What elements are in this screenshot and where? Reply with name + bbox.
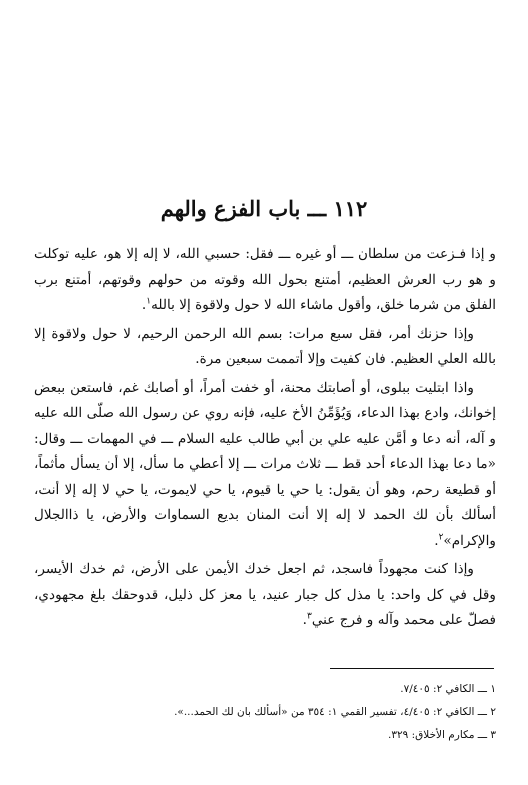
body-text [34,242,496,637]
footnote-reference: ٢ [438,531,444,542]
footnote: ٣ ـــ مكارم الأخلاق: ٣٢٩. [387,729,496,741]
paragraph [34,557,496,634]
paragraph-text: و إذا فـزعت من سلطان ـــ أو غيره ـــ فقل: حسبي الله، لا إله إلا هو، عليه توكلت و هو رب العرش العظيم، أمتنع بحول الله وقوته من حولهم وقوتهم، أمتنع برب الفلق من شرما خلق، وأقول ماشاء الله لا حول ولاقوة إلا بالله [34,246,496,313]
paragraph [34,376,496,555]
paragraph-end: . [302,612,307,628]
paragraph-end: . [434,532,439,549]
footnote: ١ ـــ الكافي ٢: ٧/٤٠٥. [400,683,496,695]
paragraph [34,322,496,373]
footnote-divider [330,668,494,669]
footnotes [34,678,496,747]
footnote-reference: ١ [146,296,152,307]
chapter-title: ١١٢ ـــ باب الفزع والهم [160,196,368,221]
footnote: ٢ ـــ الكافي ٢: ٤/٤٠٥، تفسير القمي ١: ٣٥٤ من «أسألك بان لك الحمد...». [174,706,496,718]
paragraph-end: . [141,297,147,313]
paragraph-text: وإذا حزنك أمر، فقل سبع مرات: بسم الله الرحمن الرحيم، لا حول ولاقوة إلا بالله العلي العظيم. فان كفيت وإلا أتممت سبعين مرة. [34,325,496,367]
paragraph-text: وإذا كنت مجهوداً فاسجد، ثم اجعل خدك الأيمن على الأرض، ثم خدك الأيسر، وقل في كل واحد: يا مذل كل جبار عنيد، يا معز كل ذليل، قدوحقك بلغ مجهودي، فصلّ على محمد وآله و فرج عني [34,561,496,628]
paragraph [34,242,496,319]
footnote-reference: ٣ [307,611,312,622]
paragraph-text: واذا ابتليت ببلوى، أو أصابتك محنة، أو خفت أمراً، أو أصابك غم، فاستعن ببعض إخوانك، وادع بهذا الدعاء، وَيُؤَمِّنُ الأخ عليه، فإنه روي عن رسول الله صلّى الله عليه و آله، أنه دعا و أمَّن عليه علي بن أبي طالب عليه السلام ـــ في المهمات ـــ وقال: «ما دعا بهذا الدعاء أحد قط ـــ ثلاث مرات ـــ إلا أعطي ما سأل، إلا أن يسأل مأثماً، أو قطيعة رحم، وهو أن يقول: يا حي يا قيوم، يا حي لايموت، يا حي لا إله إلا أنت، أسألك بأن لك الحمد لا إله إلا أنت المنان بديع السماوات والأرض، يا ذاالجلال والإكرام» [34,379,496,549]
